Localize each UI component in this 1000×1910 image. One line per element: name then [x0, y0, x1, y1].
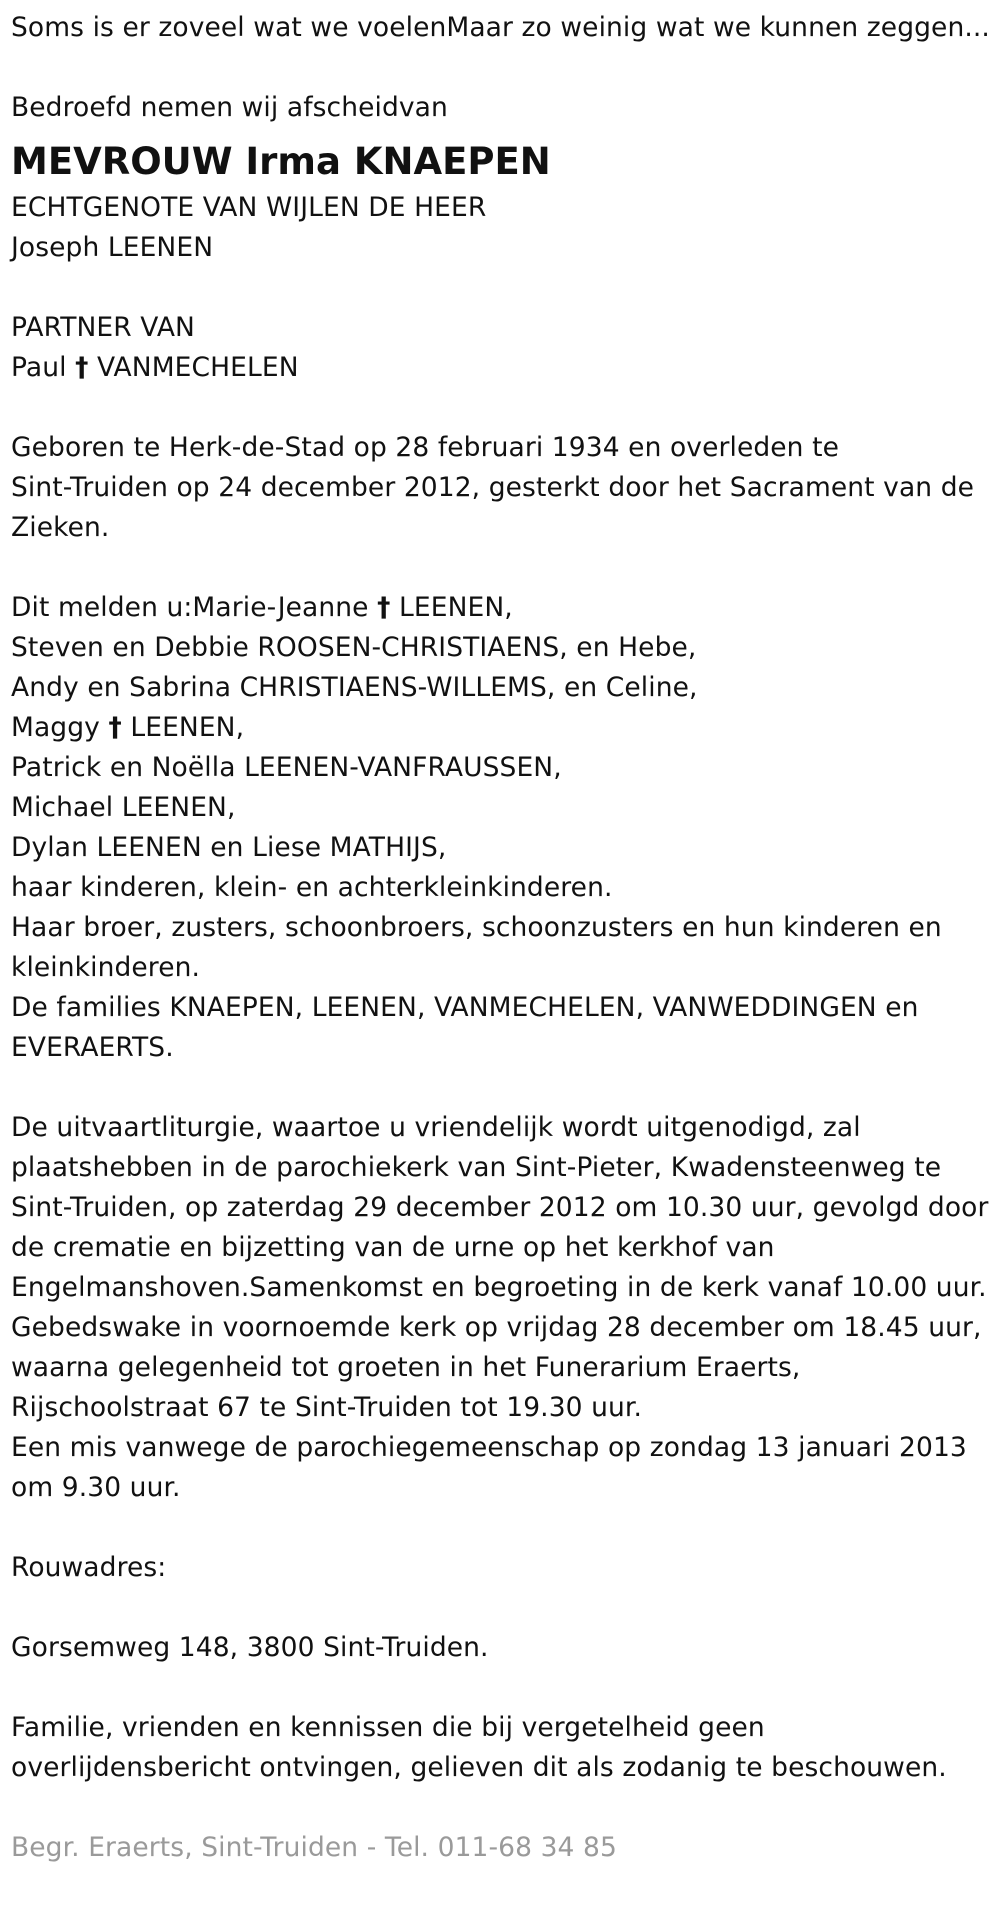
ceremony-line: waarna gelegenheid tot groeten in het Funerarium Eraerts,	[11, 1352, 801, 1383]
ceremony-line: de crematie en bijzetting van de urne op het kerkhof van	[11, 1232, 775, 1263]
family-line	[11, 708, 996, 748]
family-line: De families KNAEPEN, LEENEN, VANMECHELEN, VANWEDDINGEN en	[11, 992, 919, 1023]
motto: Soms is er zoveel wat we voelenMaar zo weinig wat we kunnen zeggen...	[11, 12, 990, 43]
family-line-prefix: Dit melden u:Marie-Jeanne	[11, 592, 369, 623]
partner-heading: PARTNER VAN	[11, 312, 195, 343]
birth-line: Zieken.	[11, 512, 110, 543]
birth-line: Geboren te Herk-de-Stad op 28 februari 1934 en overleden te	[11, 432, 839, 463]
family-line	[11, 588, 996, 628]
ceremony-line: Sint-Truiden, op zaterdag 29 december 2012 om 10.30 uur, gevolgd door	[11, 1192, 989, 1223]
ceremony-line: plaatshebben in de parochiekerk van Sint-Pieter, Kwadensteenweg te	[11, 1152, 942, 1183]
family-line: kleinkinderen.	[11, 952, 201, 983]
ceremony-line: om 9.30 uur.	[11, 1472, 181, 1503]
ceremony-line: Engelmanshoven.Samenkomst en begroeting in de kerk vanaf 10.00 uur.	[11, 1272, 987, 1303]
cross-icon: †	[377, 592, 391, 623]
family-line: Steven en Debbie ROOSEN-CHRISTIAENS, en Hebe,	[11, 632, 697, 663]
family-line: Dylan LEENEN en Liese MATHIJS,	[11, 832, 447, 863]
address-heading: Rouwadres:	[11, 1552, 167, 1583]
family-line: Patrick en Noëlla LEENEN-VANFRAUSSEN,	[11, 752, 562, 783]
family-line: Andy en Sabrina CHRISTIAENS-WILLEMS, en Celine,	[11, 672, 698, 703]
cross-icon: †	[75, 352, 89, 383]
ceremony-line: Een mis vanwege de parochiegemeenschap op zondag 13 januari 2013	[11, 1432, 967, 1463]
death-notice	[11, 8, 996, 1868]
closing-line: overlijdensbericht ontvingen, gelieven dit als zodanig te beschouwen.	[11, 1752, 947, 1783]
cross-icon: †	[108, 712, 122, 743]
family-line-suffix: LEENEN,	[399, 592, 513, 623]
family-line-prefix: Maggy	[11, 712, 100, 743]
partner-last-name: VANMECHELEN	[97, 352, 299, 383]
family-line: EVERAERTS.	[11, 1032, 174, 1063]
family-line-suffix: LEENEN,	[130, 712, 245, 743]
ceremony-line: Gebedswake in voornoemde kerk op vrijdag 28 december om 18.45 uur,	[11, 1312, 982, 1343]
deceased-name: MEVROUW Irma KNAEPEN	[11, 140, 551, 183]
family-line: Haar broer, zusters, schoonbroers, schoonzusters en hun kinderen en	[11, 912, 942, 943]
spouse-heading: ECHTGENOTE VAN WIJLEN DE HEER	[11, 192, 487, 223]
family-line: haar kinderen, klein- en achterkleinkinderen.	[11, 872, 613, 903]
closing-line: Familie, vrienden en kennissen die bij vergetelheid geen	[11, 1712, 765, 1743]
intro: Bedroefd nemen wij afscheidvan	[11, 92, 448, 123]
ceremony-line: De uitvaartliturgie, waartoe u vriendelijk wordt uitgenodigd, zal	[11, 1112, 861, 1143]
mourning-address: Gorsemweg 148, 3800 Sint-Truiden.	[11, 1632, 489, 1663]
partner-name	[11, 348, 996, 388]
ceremony-line: Rijschoolstraat 67 te Sint-Truiden tot 19.30 uur.	[11, 1392, 643, 1423]
partner-first-name: Paul	[11, 352, 67, 383]
family-line: Michael LEENEN,	[11, 792, 236, 823]
spouse-name: Joseph LEENEN	[11, 232, 214, 263]
funeral-home-footer: Begr. Eraerts, Sint-Truiden - Tel. 011-68 34 85	[11, 1832, 617, 1863]
birth-line: Sint-Truiden op 24 december 2012, gesterkt door het Sacrament van de	[11, 472, 975, 503]
